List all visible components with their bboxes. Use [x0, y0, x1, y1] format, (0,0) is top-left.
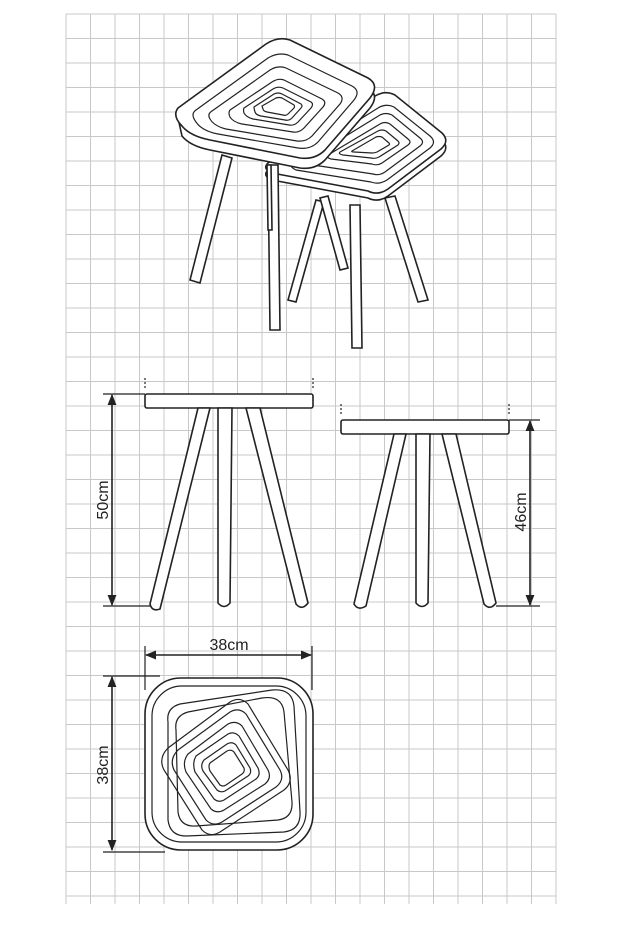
- height-large-label: 50cm: [95, 480, 112, 520]
- height-small-label: 46cm: [513, 492, 530, 532]
- top-width-label: 38cm: [209, 637, 249, 654]
- top-depth-label: 38cm: [95, 745, 112, 785]
